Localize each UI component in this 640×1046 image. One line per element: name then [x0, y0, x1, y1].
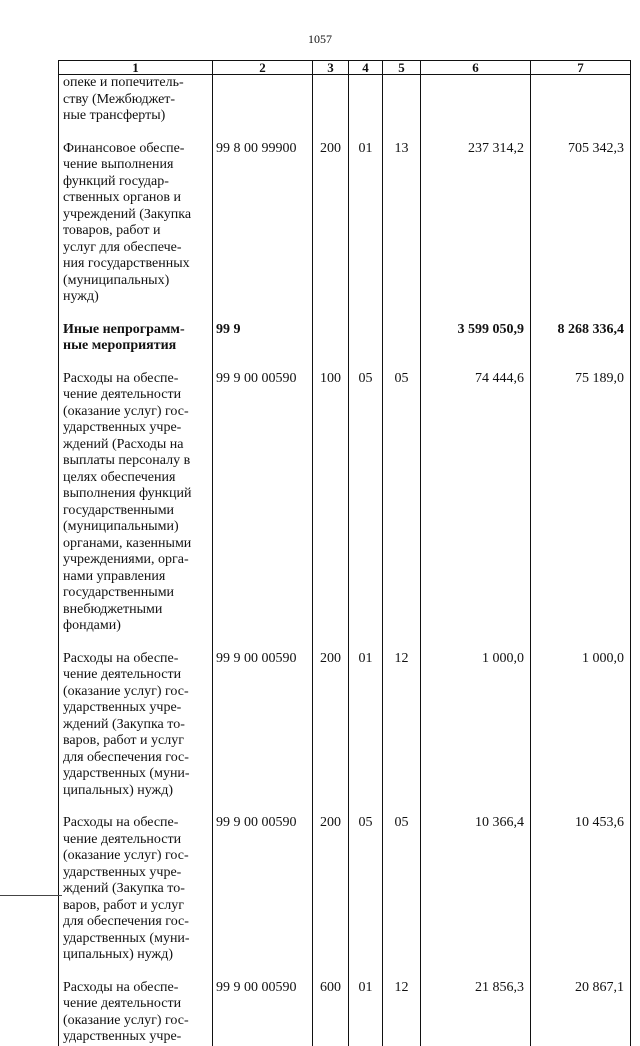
row-name-line: нужд) — [63, 289, 99, 304]
row-name-cell — [59, 815, 213, 964]
table-row — [59, 75, 631, 125]
table-row — [59, 141, 631, 306]
row-name-line: Расходы на обеспе- — [63, 370, 179, 386]
row-spacer — [59, 799, 631, 815]
row-name-cell — [59, 980, 213, 1046]
header-cell: 6 — [421, 61, 531, 75]
column-4-cell: 01 — [349, 141, 383, 306]
row-name-line: ударственных учре- — [63, 700, 182, 715]
spacer-cell — [59, 964, 213, 980]
amount-column-7-cell: 75 189,0 — [531, 371, 631, 635]
spacer-cell — [531, 635, 631, 651]
row-name-line: (оказание услуг) гос- — [63, 1012, 189, 1028]
spacer-cell — [213, 306, 313, 322]
spacer-cell — [421, 125, 531, 141]
spacer-cell — [383, 799, 421, 815]
row-name-line: варов, работ и услуг — [63, 733, 184, 748]
row-name-line: государственными — [63, 585, 175, 600]
spacer-cell — [531, 125, 631, 141]
row-name-line: ные трансферты) — [63, 108, 166, 123]
spacer-cell — [349, 125, 383, 141]
row-name-cell — [59, 141, 213, 306]
classification-code-cell: 99 9 — [213, 322, 313, 355]
spacer-cell — [313, 306, 349, 322]
spacer-cell — [59, 799, 213, 815]
row-name-line: целях обеспечения — [63, 469, 176, 485]
row-name-line: ству (Межбюджет- — [63, 91, 176, 107]
column-4-cell — [349, 75, 383, 125]
spacer-cell — [531, 306, 631, 322]
amount-column-7-cell: 8 268 336,4 — [531, 322, 631, 355]
row-name-line: выплаты персоналу в — [63, 453, 191, 468]
spacer-cell — [349, 635, 383, 651]
table-row — [59, 980, 631, 1046]
row-name-cell — [59, 371, 213, 635]
row-name-line: фондами) — [63, 618, 121, 633]
amount-column-7-cell: 10 453,6 — [531, 815, 631, 964]
spacer-cell — [421, 799, 531, 815]
spacer-cell — [421, 964, 531, 980]
column-5-cell: 12 — [383, 980, 421, 1046]
table-row — [59, 651, 631, 800]
table-row — [59, 371, 631, 635]
header-cell: 4 — [349, 61, 383, 75]
row-name-line: (оказание услуг) гос- — [63, 403, 189, 419]
row-name-cell — [59, 322, 213, 355]
classification-code-cell: 99 9 00 00590 — [213, 815, 313, 964]
row-name-line: чение деятельности — [63, 831, 182, 847]
row-name-line: (муниципальных) — [63, 272, 170, 288]
table-row — [59, 322, 631, 355]
spacer-cell — [213, 355, 313, 371]
amount-column-7-cell: 20 867,1 — [531, 980, 631, 1046]
header-cell: 5 — [383, 61, 421, 75]
spacer-cell — [349, 799, 383, 815]
spacer-cell — [383, 355, 421, 371]
table-row — [59, 815, 631, 964]
row-name-line: ударственных учре- — [63, 1029, 182, 1044]
row-name-line: Финансовое обеспе- — [63, 140, 185, 156]
column-3-cell: 200 — [313, 141, 349, 306]
spacer-cell — [421, 635, 531, 651]
spacer-cell — [213, 635, 313, 651]
row-name-line: Расходы на обеспе- — [63, 650, 179, 666]
classification-code-cell: 99 8 00 99900 — [213, 141, 313, 306]
row-name-line: ждений (Закупка то- — [63, 881, 185, 896]
amount-column-7-cell: 1 000,0 — [531, 651, 631, 800]
classification-code-cell — [213, 75, 313, 125]
spacer-cell — [349, 355, 383, 371]
row-name-line: ждений (Закупка то- — [63, 716, 185, 732]
column-3-cell: 200 — [313, 815, 349, 964]
column-3-cell: 600 — [313, 980, 349, 1046]
amount-column-7-cell — [531, 75, 631, 125]
table-body — [59, 75, 631, 1046]
spacer-cell — [59, 306, 213, 322]
header-cell: 7 — [531, 61, 631, 75]
column-4-cell — [349, 322, 383, 355]
spacer-cell — [313, 799, 349, 815]
column-5-cell: 05 — [383, 815, 421, 964]
spacer-cell — [313, 125, 349, 141]
amount-column-6-cell: 21 856,3 — [421, 980, 531, 1046]
row-name-line: учреждениями, орга- — [63, 552, 189, 567]
classification-code-cell: 99 9 00 00590 — [213, 371, 313, 635]
row-name-cell — [59, 75, 213, 125]
row-name-line: чение выполнения — [63, 157, 174, 172]
column-3-cell — [313, 75, 349, 125]
spacer-cell — [349, 306, 383, 322]
row-name-line: для обеспечения гос- — [63, 914, 189, 929]
column-4-cell: 05 — [349, 815, 383, 964]
row-name-line: для обеспечения гос- — [63, 749, 189, 765]
spacer-cell — [213, 964, 313, 980]
spacer-cell — [383, 306, 421, 322]
spacer-cell — [59, 355, 213, 371]
row-name-line: Расходы на обеспе- — [63, 815, 179, 830]
row-name-line: варов, работ и услуг — [63, 897, 184, 913]
row-name-line: внебюджетными — [63, 601, 163, 617]
spacer-cell — [313, 964, 349, 980]
row-name-line: (оказание услуг) гос- — [63, 683, 189, 699]
row-name-line: (оказание услуг) гос- — [63, 848, 189, 863]
row-name-line: учреждений (Закупка — [63, 206, 192, 222]
spacer-cell — [383, 125, 421, 141]
spacer-cell — [349, 964, 383, 980]
row-name-line: нами управления — [63, 568, 166, 584]
spacer-cell — [531, 355, 631, 371]
column-4-cell: 01 — [349, 651, 383, 800]
header-cell: 2 — [213, 61, 313, 75]
spacer-cell — [383, 964, 421, 980]
row-name-line: чение деятельности — [63, 996, 182, 1011]
row-name-line: ственных органов и — [63, 190, 182, 205]
column-3-cell: 100 — [313, 371, 349, 635]
row-name-line: ударственных учре- — [63, 864, 182, 880]
column-4-cell: 01 — [349, 980, 383, 1046]
header-cell: 3 — [313, 61, 349, 75]
page-number: 1057 — [308, 32, 332, 46]
spacer-cell — [531, 799, 631, 815]
row-name-line: органами, казенными — [63, 535, 192, 551]
row-name-line: чение деятельности — [63, 667, 182, 682]
spacer-cell — [383, 635, 421, 651]
classification-code-cell: 99 9 00 00590 — [213, 980, 313, 1046]
spacer-cell — [313, 355, 349, 371]
column-5-cell: 05 — [383, 371, 421, 635]
row-name-line: Расходы на обеспе- — [63, 979, 179, 995]
row-name-line: чение деятельности — [63, 387, 182, 402]
row-name-line: ждений (Расходы на — [63, 436, 184, 452]
row-name-line: Иные непрограмм- — [63, 321, 185, 337]
budget-table — [58, 60, 631, 1046]
row-name-line: ния государственных — [63, 256, 190, 271]
row-name-line: государственными — [63, 502, 175, 518]
row-name-line: товаров, работ и — [63, 223, 161, 238]
header-cell: 1 — [59, 61, 213, 75]
amount-column-6-cell: 74 444,6 — [421, 371, 531, 635]
row-spacer — [59, 125, 631, 141]
column-3-cell — [313, 322, 349, 355]
row-spacer — [59, 964, 631, 980]
row-name-line: ударственных (муни- — [63, 930, 190, 946]
column-3-cell: 200 — [313, 651, 349, 800]
row-name-line: ударственных учре- — [63, 420, 182, 435]
row-name-line: функций государ- — [63, 173, 169, 189]
row-name-line: выполнения функций — [63, 486, 192, 501]
column-5-cell: 13 — [383, 141, 421, 306]
amount-column-6-cell: 10 366,4 — [421, 815, 531, 964]
row-spacer — [59, 635, 631, 651]
spacer-cell — [59, 125, 213, 141]
spacer-cell — [421, 306, 531, 322]
footnote-divider — [0, 895, 62, 896]
row-spacer — [59, 306, 631, 322]
amount-column-6-cell: 3 599 050,9 — [421, 322, 531, 355]
spacer-cell — [213, 799, 313, 815]
row-name-line: ные мероприятия — [63, 338, 177, 353]
spacer-cell — [59, 635, 213, 651]
row-spacer — [59, 355, 631, 371]
row-name-line: опеке и попечитель- — [63, 75, 184, 90]
row-name-line: (муниципальными) — [63, 519, 179, 534]
column-5-cell — [383, 75, 421, 125]
row-name-cell — [59, 651, 213, 800]
column-5-cell: 12 — [383, 651, 421, 800]
amount-column-6-cell: 237 314,2 — [421, 141, 531, 306]
spacer-cell — [213, 125, 313, 141]
amount-column-6-cell — [421, 75, 531, 125]
spacer-cell — [421, 355, 531, 371]
amount-column-7-cell: 705 342,3 — [531, 141, 631, 306]
column-4-cell: 05 — [349, 371, 383, 635]
spacer-cell — [531, 964, 631, 980]
classification-code-cell: 99 9 00 00590 — [213, 651, 313, 800]
row-name-line: ципальных) нужд) — [63, 782, 174, 798]
row-name-line: услуг для обеспече- — [63, 239, 182, 255]
spacer-cell — [313, 635, 349, 651]
header-row — [59, 61, 631, 75]
amount-column-6-cell: 1 000,0 — [421, 651, 531, 800]
row-name-line: ципальных) нужд) — [63, 947, 174, 962]
row-name-line: ударственных (муни- — [63, 766, 190, 781]
column-5-cell — [383, 322, 421, 355]
